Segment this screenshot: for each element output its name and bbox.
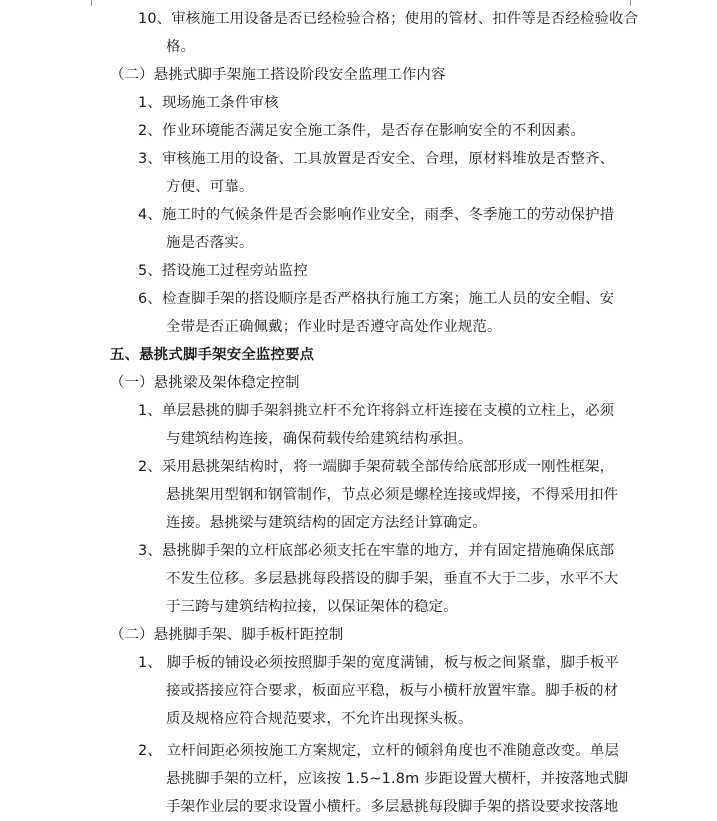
text-line: 接或搭接应符合要求，板面应平稳，板与小横杆放置牢靠。脚手板的材 [166,683,619,699]
text-line: 质及规格应符合规范要求，不允许出现探头板。 [166,711,473,727]
text-line: 悬挑脚手架的立杆，应该按 1.5~1.8m 步距设置大横杆，并按落地式脚 [166,771,629,787]
text-line: 5、搭设施工过程旁站监控 [138,263,308,279]
text-line: 不发生位移。多层悬挑每段搭设的脚手架，垂直不大于二步，水平不大 [166,571,619,587]
text-line: 与建筑结构连接，确保荷载传给建筑结构承担。 [166,431,473,447]
section-heading: （二）悬挑脚手架、脚手板杆距控制 [110,627,344,643]
text-line: 1、现场施工条件审核 [138,95,279,111]
crop-mark-top-right-vertical [630,0,631,6]
section-heading: （一）悬挑梁及架体稳定控制 [110,375,300,391]
text-line: 施是否落实。 [166,235,254,251]
text-line: 4、施工时的气候条件是否会影响作业安全，雨季、冬季施工的劳动保护措 [138,207,615,223]
text-line: 1、 脚手板的铺设必须按照脚手架的宽度满铺，板与板之间紧靠，脚手板平 [138,655,620,671]
text-line: 悬挑架用型钢和钢管制作，节点必须是螺栓连接或焊接，不得采用扣件 [166,487,619,503]
text-line: 格。 [166,39,196,55]
crop-mark-top-left-vertical [91,0,92,6]
text-line: 2、 立杆间距必须按施工方案规定，立杆的倾斜角度也不准随意改变。单层 [138,743,620,759]
text-line: 方便、可靠。 [166,179,254,195]
text-line: 2、作业环境能否满足安全施工条件，是否存在影响安全的不利因素。 [138,123,586,139]
chapter-heading: 五、悬挑式脚手架安全监控要点 [110,347,315,363]
text-line: 10、审核施工用设备是否已经检验合格；使用的管材、扣件等是否经检验收合 [138,11,639,27]
text-line: 3、审核施工用的设备、工具放置是否安全、合理，原材料堆放是否整齐、 [138,151,615,167]
text-line: 连接。悬挑梁与建筑结构的固定方法经计算确定。 [166,515,487,531]
text-line: 2、采用悬挑架结构时，将一端脚手架荷载全部传给底部形成一刚性框架， [138,459,615,475]
text-line: 全带是否正确佩戴；作业时是否遵守高处作业规范。 [166,319,502,335]
text-line: 手架作业层的要求设置小横杆。多层悬挑每段脚手架的搭设要求按落地 [166,799,619,815]
section-heading: （二）悬挑式脚手架施工搭设阶段安全监理工作内容 [110,67,446,83]
text-line: 3、悬挑脚手架的立杆底部必须支托在牢靠的地方，并有固定措施确保底部 [138,543,615,559]
text-line: 于三跨与建筑结构拉接，以保证架体的稳定。 [166,599,458,615]
text-line: 1、单层悬挑的脚手架斜挑立杆不允许将斜立杆连接在支模的立柱上，必须 [138,403,615,419]
text-line: 6、检查脚手架的搭设顺序是否严格执行施工方案；施工人员的安全帽、安 [138,291,615,307]
